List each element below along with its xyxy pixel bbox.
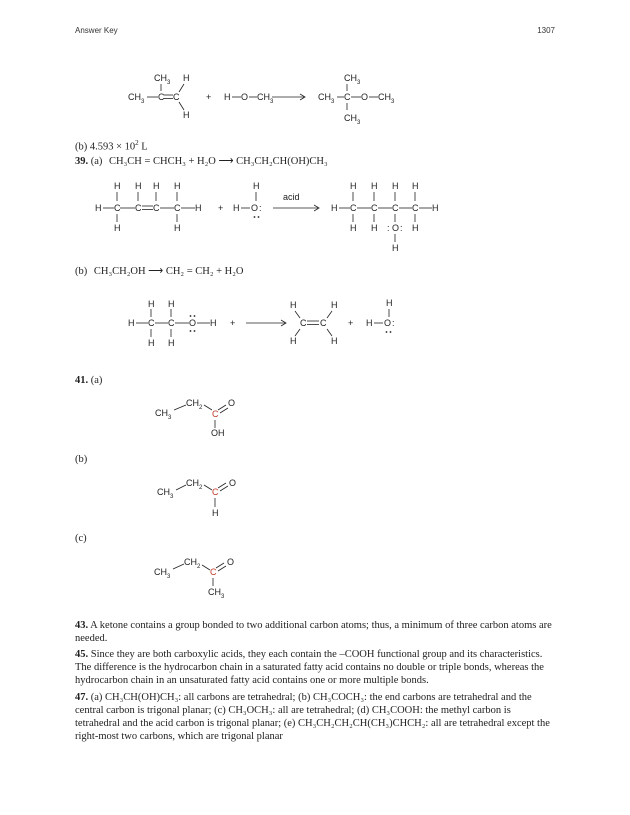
- svg-text:C: C: [158, 92, 165, 102]
- svg-text:H: H: [412, 223, 419, 233]
- svg-text:CH2: $CH_2$: [186, 478, 203, 491]
- svg-text:H: H: [412, 181, 419, 191]
- svg-text:+: +: [206, 92, 212, 102]
- q39a-equation: CH₃CH = CHCH₃ + H₂O ⟶ CH₃CH₂CH(OH)CH₃: [109, 156, 328, 167]
- svg-text:H: H: [290, 336, 297, 346]
- svg-text:CH3: $CH_3$: [318, 92, 335, 105]
- svg-text:H: H: [148, 338, 155, 348]
- svg-text:H: H: [212, 508, 219, 518]
- svg-text:H: H: [174, 223, 181, 233]
- svg-text:O: O: [241, 92, 249, 102]
- q41b-label: (b): [75, 454, 88, 465]
- svg-text:C: C: [148, 318, 155, 328]
- svg-text:H: H: [224, 92, 231, 102]
- svg-text:O: O: [392, 223, 400, 233]
- svg-text:H: H: [195, 203, 202, 213]
- svg-text:CH2: $CH_2$: [186, 398, 203, 411]
- svg-text:H: H: [371, 223, 378, 233]
- answer-45: 45. Since they are both carboxylic acids, they each contain the –COOH functional group and its characteristics. The difference is the hydrocarbon chain in a saturated fatty acid contains no double or triple bonds, whereas the hydrocarbon chain in an unsaturated fatty acid contains one or more multiple bonds.: [75, 649, 544, 686]
- svg-text:C: C: [371, 203, 378, 213]
- svg-text:CH3: $CH_3$: [154, 73, 171, 86]
- svg-text:OH: OH: [211, 428, 225, 438]
- svg-text:CH3: $CH_3$: [344, 73, 361, 86]
- svg-text:H: H: [290, 300, 297, 310]
- svg-text:H: H: [350, 181, 357, 191]
- svg-text:C: C: [300, 318, 307, 328]
- q41c-label: (c): [75, 533, 87, 544]
- svg-text:C: C: [320, 318, 327, 328]
- svg-text::: :: [400, 223, 403, 233]
- svg-text:+: +: [230, 318, 236, 328]
- svg-text:H: H: [392, 181, 399, 191]
- svg-text:H: H: [233, 203, 240, 213]
- q41a-label: 41. (a): [75, 375, 103, 386]
- q39b-equation: CH₃CH₂OH ⟶ CH₂ = CH₂ + H₂O: [93, 266, 244, 277]
- svg-text:H: H: [128, 318, 135, 328]
- q39b-structures: [128, 298, 395, 348]
- q41c-structure: [154, 557, 234, 600]
- svg-text:CH3: $CH_3$: [155, 408, 172, 421]
- svg-text:C: C: [153, 203, 160, 213]
- svg-text:O: O: [361, 92, 369, 102]
- q39b-line: (b) CH₃CH₂OH ⟶ CH₂ = CH₂ + H₂O: [75, 266, 244, 277]
- svg-text:H: H: [331, 203, 338, 213]
- svg-text:H: H: [253, 181, 260, 191]
- svg-text:C: C: [344, 92, 351, 102]
- svg-text:O: O: [384, 318, 392, 328]
- svg-text:CH3: $CH_3$: [208, 587, 225, 600]
- svg-text:H: H: [432, 203, 439, 213]
- q41a-structure: [155, 398, 235, 438]
- svg-text:+: +: [348, 318, 354, 328]
- svg-text:H: H: [331, 300, 338, 310]
- svg-text:CH3: $CH_3$: [157, 487, 174, 500]
- header-page-number: 1307: [537, 26, 555, 35]
- acid-label: acid: [283, 192, 300, 202]
- q41b-structure: [157, 478, 236, 518]
- svg-text:H: H: [331, 336, 338, 346]
- svg-text:C: C: [212, 487, 219, 497]
- svg-text:H: H: [95, 203, 102, 213]
- svg-text:H: H: [174, 181, 181, 191]
- q39a-structures: [95, 181, 439, 253]
- svg-text:H: H: [366, 318, 373, 328]
- svg-text:O: O: [189, 318, 197, 328]
- svg-text:H: H: [386, 298, 393, 308]
- svg-text::: :: [392, 318, 395, 328]
- svg-text:O: O: [228, 398, 236, 408]
- svg-text:C: C: [135, 203, 142, 213]
- svg-text:C: C: [173, 92, 180, 102]
- top-reaction: [128, 73, 395, 126]
- svg-text:H: H: [168, 299, 175, 309]
- svg-text:+: +: [218, 203, 224, 213]
- svg-text:H: H: [114, 181, 121, 191]
- svg-text:H: H: [168, 338, 175, 348]
- svg-text:CH3: $CH_3$: [257, 92, 274, 105]
- svg-text:C: C: [212, 409, 219, 419]
- svg-text:O: O: [227, 557, 235, 567]
- svg-text:CH2: $CH_2$: [184, 557, 201, 570]
- svg-text:H: H: [350, 223, 357, 233]
- svg-text:H: H: [183, 110, 190, 120]
- svg-text:C: C: [210, 567, 217, 577]
- svg-text:CH3: $CH_3$: [378, 92, 395, 105]
- svg-text:C: C: [168, 318, 175, 328]
- svg-text:H: H: [135, 181, 142, 191]
- svg-text:C: C: [350, 203, 357, 213]
- svg-text:O: O: [229, 478, 237, 488]
- svg-text:C: C: [392, 203, 399, 213]
- svg-text:H: H: [210, 318, 217, 328]
- answer-37b: (b) $4.593 \times 10^2$ L: [75, 139, 148, 153]
- svg-text:CH3: $CH_3$: [154, 567, 171, 580]
- svg-text:H: H: [392, 243, 399, 253]
- svg-text:O: O: [251, 203, 259, 213]
- reactant-ch3-left: $CH_3$: [128, 92, 145, 105]
- answer-47: 47. (a) CH₃CH(OH)CH₃: all carbons are tetrahedral; (b) CH₃COCH₃: the end carbons are tetrahedral and the central carbon is trigonal planar; (c) CH₃OCH₃: all are tetrahedral; (d) CH₃COOH: the methyl carbon is tetrahedral and the acid carbon is trigonal planar; (e) CH₃CH₂CH₂CH(CH₃)CHCH₂: all are tetrahedral except the right-most two carbons, which are trigonal planar: [75, 692, 550, 742]
- svg-text:C: C: [412, 203, 419, 213]
- svg-text:C: C: [114, 203, 121, 213]
- q39a-line: 39. (a) CH₃CH = CHCH₃ + H₂O ⟶ CH₃CH₂CH(OH)CH₃: [75, 156, 328, 167]
- svg-text:H: H: [183, 73, 190, 83]
- svg-text:CH3: $CH_3$: [344, 113, 361, 126]
- svg-text:H: H: [148, 299, 155, 309]
- answer-43: 43. A ketone contains a group bonded to two additional carbon atoms; thus, a minimum of three carbon atoms are needed.: [75, 620, 552, 644]
- svg-text:H: H: [114, 223, 121, 233]
- svg-text::: :: [259, 203, 262, 213]
- svg-text:C: C: [174, 203, 181, 213]
- svg-text::: :: [387, 223, 390, 233]
- svg-text:H: H: [153, 181, 160, 191]
- svg-text:H: H: [371, 181, 378, 191]
- header-section-title: Answer Key: [75, 26, 118, 35]
